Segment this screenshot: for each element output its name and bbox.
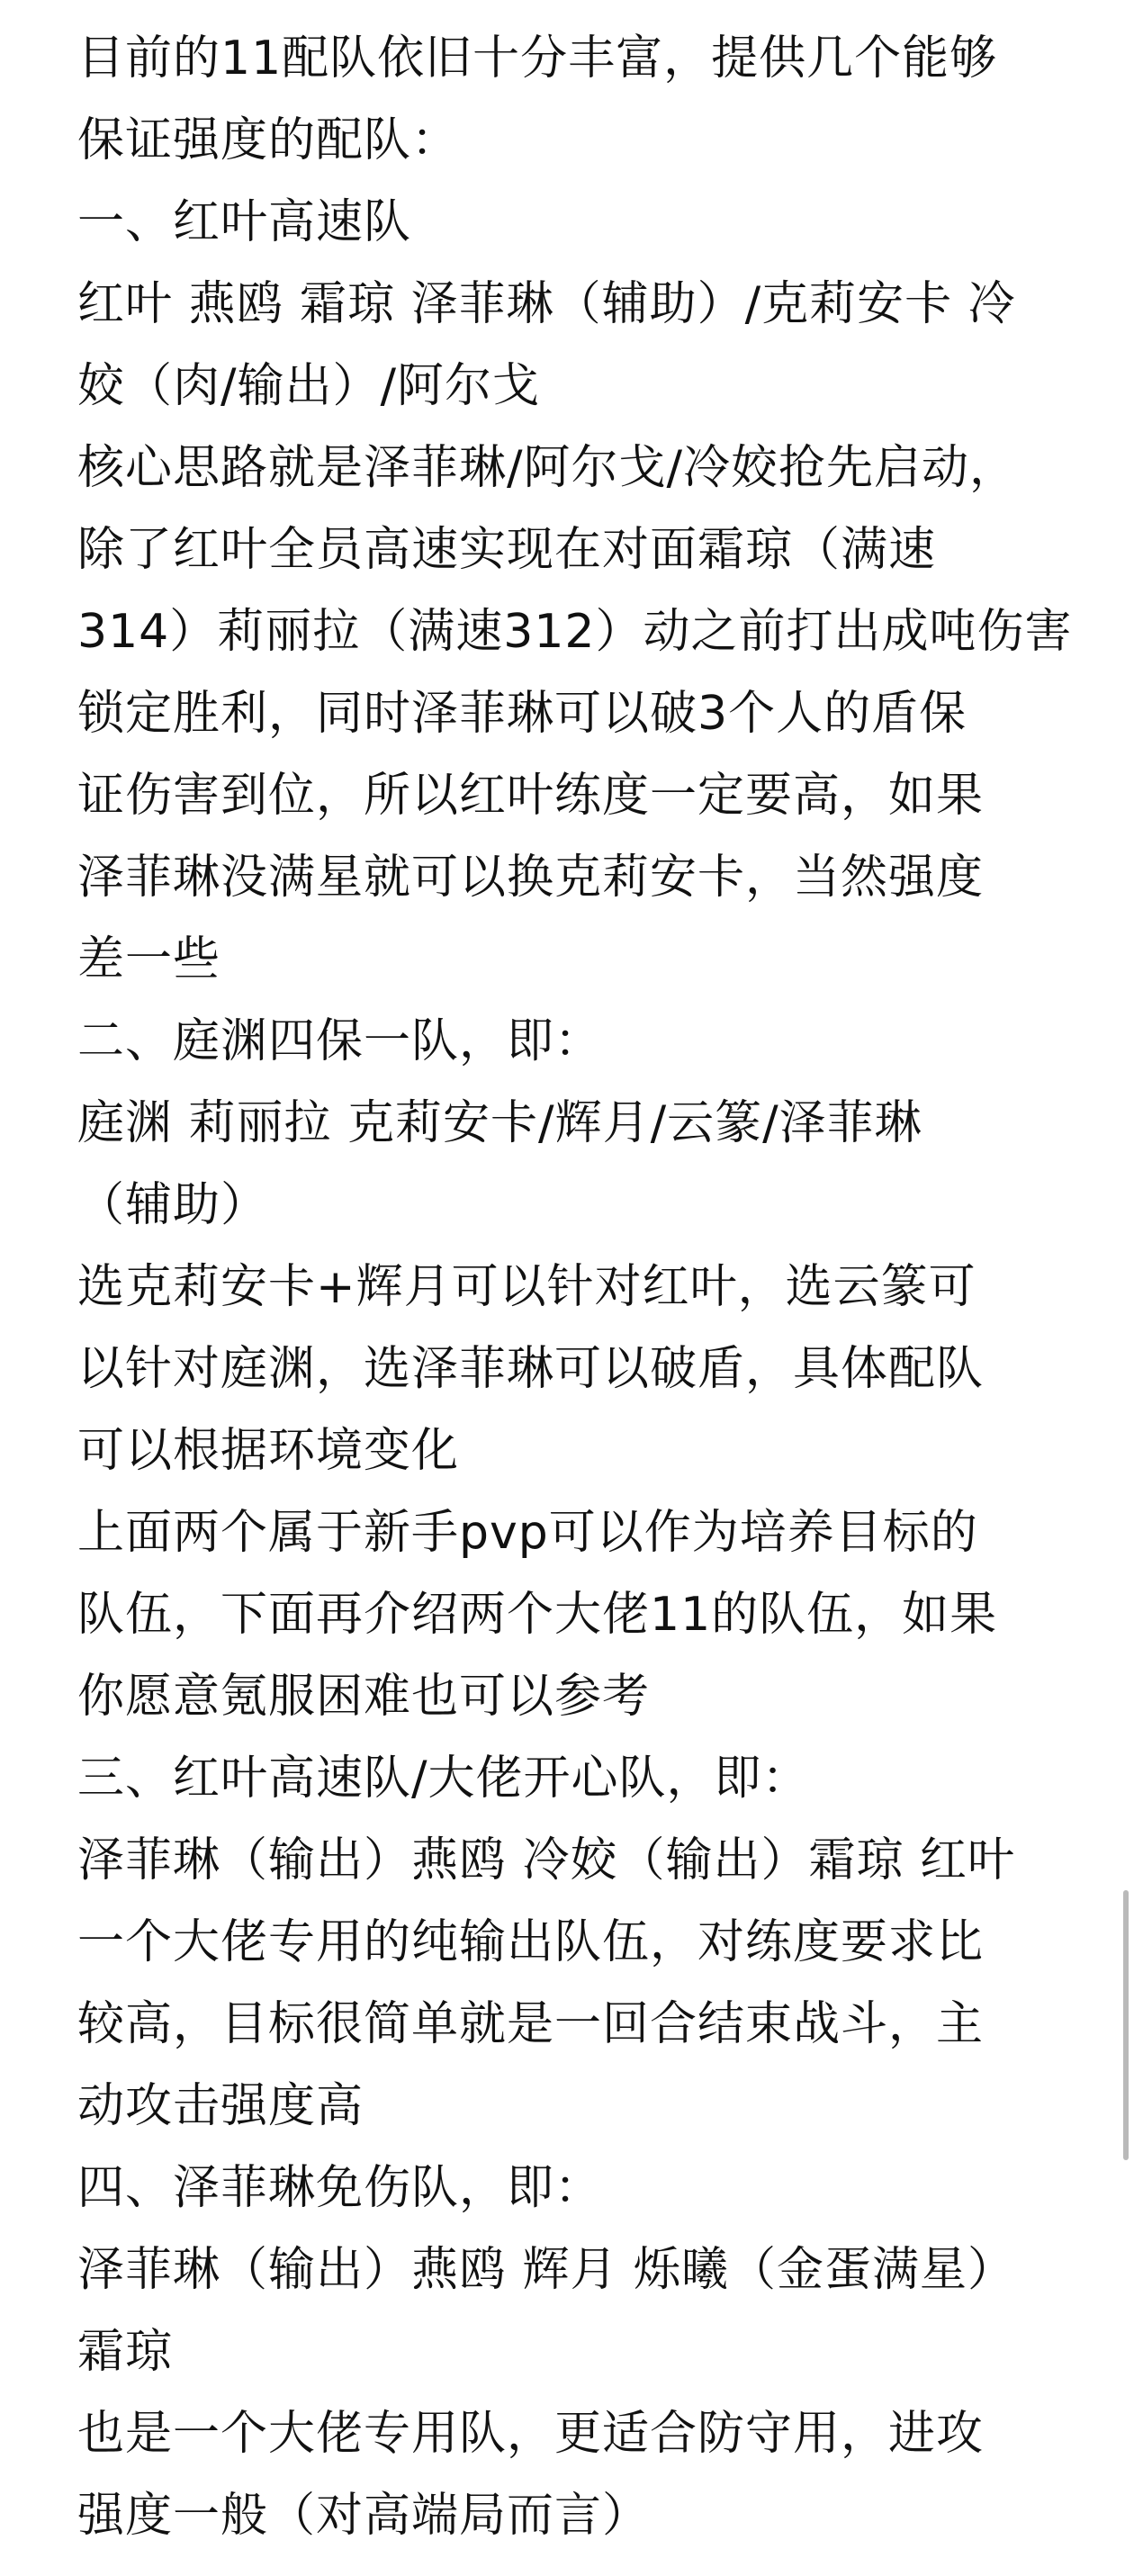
text-line: 314）莉丽拉（满速312）动之前打出成吨伤害 — [77, 605, 1073, 659]
text-line: 强度一般（对高端局而言） — [77, 2489, 651, 2543]
article-body — [77, 18, 1073, 2557]
text-line: 霜琼 — [77, 2325, 174, 2379]
text-line: 核心思路就是泽菲琳/阿尔戈/冷姣抢先启动， — [77, 441, 1018, 495]
section-heading: 三、红叶高速队/大佬开心队，即： — [77, 1752, 810, 1806]
text-line: 一个大佬专用的纯输出队伍，对练度要求比 — [77, 1915, 985, 1969]
text-line: 你愿意氪服困难也可以参考 — [77, 1670, 651, 1724]
text-line: 证伤害到位，所以红叶练度一定要高，如果 — [77, 769, 985, 823]
text-line: 泽菲琳（输出）燕鸥 冷姣（输出）霜琼 红叶 — [77, 1833, 1016, 1887]
text-line: 除了红叶全员高速实现在对面霜琼（满速 — [77, 523, 937, 577]
section-heading: 一、红叶高速队 — [77, 195, 412, 249]
text-line: 姣（肉/输出）/阿尔戈 — [77, 359, 541, 413]
text-line: 上面两个属于新手pvp可以作为培养目标的 — [77, 1506, 978, 1560]
text-line: 泽菲琳没满星就可以换克莉安卡，当然强度 — [77, 851, 985, 905]
text-line: 以针对庭渊，选泽菲琳可以破盾，具体配队 — [77, 1342, 985, 1396]
text-line: （辅助） — [77, 1178, 269, 1232]
text-line: 目前的11配队依旧十分丰富，提供几个能够 — [77, 32, 998, 86]
text-line: 也是一个大佬专用队，更适合防守用，进攻 — [77, 2407, 985, 2461]
text-line: 锁定胜利，同时泽菲琳可以破3个人的盾保 — [77, 687, 968, 741]
text-line: 可以根据环境变化 — [77, 1424, 460, 1478]
text-line: 庭渊 莉丽拉 克莉安卡/辉月/云篆/泽菲琳 — [77, 1096, 922, 1150]
text-line: 泽菲琳（输出）燕鸥 辉月 烁曦（金蛋满星） — [77, 2243, 1016, 2297]
section-heading: 二、庭渊四保一队，即： — [77, 1014, 603, 1068]
text-line: 保证强度的配队： — [77, 113, 460, 167]
text-line: 较高，目标很简单就是一回合结束战斗，主 — [77, 1997, 985, 2051]
scrollbar-thumb[interactable] — [1123, 1890, 1129, 2160]
text-line: 红叶 燕鸥 霜琼 泽菲琳（辅助）/克莉安卡 冷 — [77, 277, 1016, 331]
text-line: 选克莉安卡+辉月可以针对红叶，选云篆可 — [77, 1260, 976, 1314]
section-heading: 四、泽菲琳免伤队，即： — [77, 2161, 603, 2215]
text-line: 队伍，下面再介绍两个大佬11的队伍，如果 — [77, 1588, 998, 1642]
text-line: 动攻击强度高 — [77, 2079, 364, 2133]
text-line: 差一些 — [77, 932, 221, 986]
